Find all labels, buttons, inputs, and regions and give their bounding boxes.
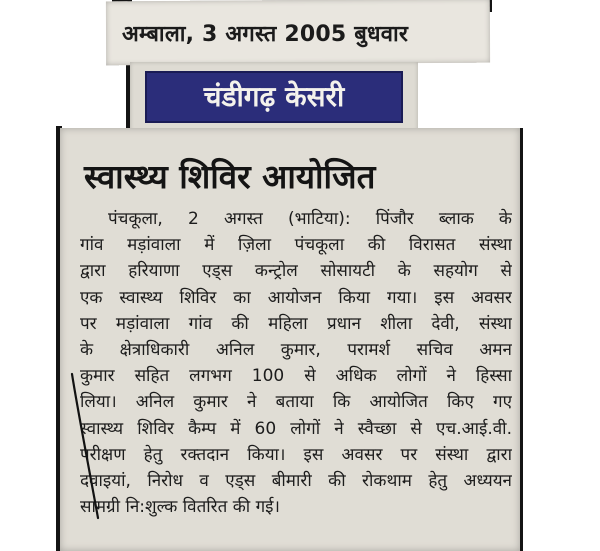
article-line: लिया। अनिल कुमार ने बताया कि आयोजित किए गए — [80, 392, 512, 413]
article-line: पर मड़ांवाला गांव की महिला प्रधान शीला देवी, संस्था — [80, 313, 512, 334]
article-line: एक स्वास्थ्य शिविर का आयोजन किया गया। इस अवसर — [80, 287, 512, 308]
article-body — [80, 206, 512, 546]
article-line: के क्षेत्राधिकारी अनिल कुमार, परामर्श सचिव अमन — [80, 339, 512, 360]
article-line: पंचकूला, 2 अगस्त (भाटिया): पिंजौर ब्लाक के — [108, 209, 512, 229]
newspaper-name-banner: चंडीगढ़ केसरी — [145, 71, 403, 123]
article-line: दवाइयां, निरोध व एड्स बीमारी की रोकथाम हेतु अध्ययन — [80, 470, 512, 491]
article-line: कुमार सहित लगभग 100 से अधिक लोगों ने हिस्सा — [80, 366, 512, 387]
pen-mark — [68, 372, 102, 522]
article-line: स्वास्थ्य शिविर कैम्प में 60 लोगों ने स्वैच्छा से एच.आई.वी. — [80, 418, 512, 439]
article-line: गांव मड़ांवाला में ज़िला पंचकूला की विरासत संस्था — [80, 235, 512, 256]
article-headline: स्वास्थ्य शिविर आयोजित — [84, 157, 376, 196]
article-line: परीक्षण हेतु रक्तदान किया। इस अवसर पर संस्था द्वारा — [80, 444, 512, 465]
article-line: द्वारा हरियाणा एड्स कन्ट्रोल सोसायटी के सहयोग से — [80, 261, 512, 282]
article-line: सामग्री नि:शुल्क वितरित की गई। — [80, 497, 280, 518]
dateline: अम्बाला, 3 अगस्त 2005 बुधवार — [122, 22, 409, 47]
